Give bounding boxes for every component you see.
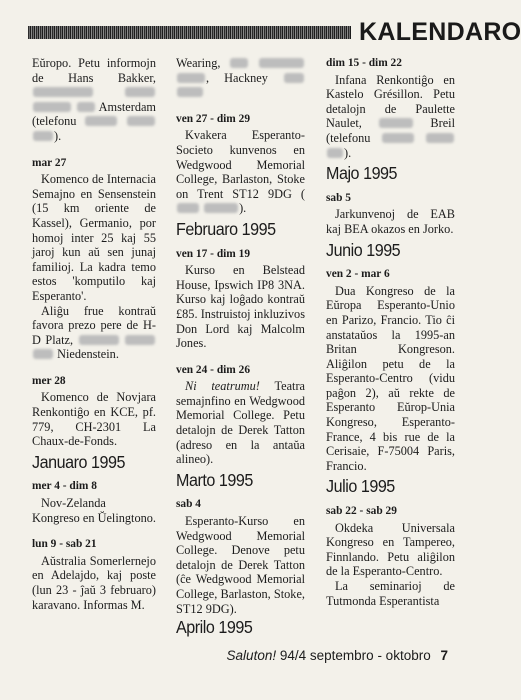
event-date: ven 24 - dim 26 bbox=[176, 363, 251, 376]
paragraph: Okdeka Universala Kongreso en Tampereo, Finnlando. Petu aliĝilon de la Esperanto-Centro. bbox=[326, 520, 455, 579]
page-title: KALENDARO bbox=[359, 18, 521, 46]
issue-number: 94/4 bbox=[279, 648, 307, 663]
paragraph: Wearing, , Hackney bbox=[176, 56, 305, 100]
magazine-name: Saluton! bbox=[226, 648, 277, 663]
event-date: dim 15 - dim 22 bbox=[326, 57, 402, 69]
paragraph: Kurso en Belstead House, Ipswich IP8 3NA. Kurso kaj loĝado kontraŭ £85. Instruistoj inkluzivos Don Lord kaj Malcolm Jones. bbox=[176, 263, 305, 351]
event-date: mer 28 bbox=[32, 374, 66, 387]
paragraph: Jarkunvenoj de EAB kaj BEA okazos en Jorko. bbox=[326, 207, 455, 236]
event-date: ven 2 - mar 6 bbox=[326, 268, 390, 281]
redacted-text bbox=[33, 87, 93, 97]
month-heading: Marto 1995 bbox=[176, 469, 253, 490]
event-date: ven 27 - dim 29 bbox=[176, 112, 251, 125]
month-heading: Januaro 1995 bbox=[32, 451, 125, 472]
redacted-text bbox=[204, 203, 238, 213]
page-number: 7 bbox=[440, 648, 448, 663]
paragraph: Komenco de Internacia Semajno en Sensenstein (15 km oriente de Kassel), Germanio, por homoj inter 25 kaj 55 jaroj kun aŭ sen junaj familioj. La kadra temo estos 'komputilo kaj Esperanto'. bbox=[32, 172, 156, 303]
month-heading: Februaro 1995 bbox=[176, 218, 276, 239]
paragraph: Infana Renkontiĝo en Kastelo Grésillon. Petu detalojn de Paulette Naulet, Breil (telefonu ). bbox=[326, 72, 456, 160]
paragraph: Aliĝu frue kontraŭ favora prezo pere de H-D Platz, Niedenstein. bbox=[32, 303, 156, 362]
redacted-text bbox=[177, 203, 199, 213]
redacted-text bbox=[284, 73, 304, 83]
redacted-text bbox=[259, 58, 304, 68]
redacted-text bbox=[125, 87, 155, 97]
paragraph: Komenco de Novjara Renkontiĝo en KCE, pf. 779, CH-2301 La Chaux-de-Fonds. bbox=[32, 390, 156, 449]
event-date: sab 5 bbox=[326, 191, 352, 204]
redacted-text bbox=[79, 335, 119, 345]
month-heading: Julio 1995 bbox=[326, 476, 395, 497]
event-date: lun 9 - sab 21 bbox=[32, 538, 97, 551]
redacted-text bbox=[127, 116, 155, 126]
redacted-text bbox=[33, 349, 53, 359]
issue-months: septembro - oktobro bbox=[309, 648, 431, 663]
redacted-text bbox=[77, 102, 95, 112]
paragraph: Ni teatrumu! Teatra semajnfino en Wedgwood Memorial College. Petu detalojn de Derek Tatton (adreso en la antaŭa alineo). bbox=[176, 379, 305, 467]
paragraph: La seminarioj de Tutmonda Esperantista bbox=[326, 579, 455, 608]
month-heading: Aprilo 1995 bbox=[176, 617, 253, 638]
paragraph: Kvakera Esperanto-Societo kunvenos en Wedgwood Memorial College, Barlaston, Stoke on Trent ST12 9DG ( ). bbox=[176, 128, 305, 216]
redacted-text bbox=[382, 133, 414, 143]
redacted-text bbox=[125, 335, 155, 345]
event-date: sab 4 bbox=[176, 498, 202, 511]
page-footer bbox=[0, 648, 482, 663]
redacted-text bbox=[230, 58, 248, 68]
event-date: ven 17 - dim 19 bbox=[176, 247, 251, 260]
redacted-text bbox=[379, 118, 413, 128]
month-heading: Junio 1995 bbox=[326, 239, 401, 260]
redacted-text bbox=[177, 87, 203, 97]
column-1 bbox=[32, 56, 156, 612]
redacted-text bbox=[426, 133, 454, 143]
paragraph: Eŭropo. Petu informojn de Hans Bakker, Amsterdam (telefonu ). bbox=[32, 56, 156, 143]
paragraph: Esperanto-Kurso en Wedgwood Memorial College. Denove petu detalojn de Derek Tatton (ĉe Wedgwood Memorial College, Barlaston, Stoke, ST12 9DG). bbox=[176, 514, 305, 616]
redacted-text bbox=[177, 73, 205, 83]
header-rule bbox=[28, 26, 351, 39]
column-3 bbox=[326, 56, 455, 608]
redacted-text bbox=[33, 131, 53, 141]
redacted-text bbox=[33, 102, 71, 112]
paragraph: Dua Kongreso de la Eŭropa Esperanto-Unio en Parizo, Francio. Tio ĉi anstataŭos la 1995-an Britan Kongreson. Aliĝilon petu de la Esperanto-Centro (vidu paĝon 2), aŭ rekte de Esperanto Eŭrop-Unia Kongreso, Esperanto-France, 4 bis rue de la Cerisaie, F-75004 Paris, Francio. bbox=[326, 283, 455, 473]
paragraph: Nov-Zelanda Kongreso en Ŭelingtono. bbox=[32, 496, 156, 525]
event-date: sab 22 - sab 29 bbox=[326, 505, 397, 518]
redacted-text bbox=[85, 116, 117, 126]
event-date: mar 27 bbox=[32, 156, 67, 169]
paragraph: Aŭstralia Somerlernejo en Adelajdo, kaj poste (lun 23 - ĵaŭ 3 februaro) karavano. Informas M. bbox=[32, 553, 156, 612]
month-heading: Majo 1995 bbox=[326, 163, 398, 184]
event-date: mer 4 - dim 8 bbox=[32, 480, 97, 493]
column-2 bbox=[176, 56, 305, 645]
redacted-text bbox=[327, 148, 343, 158]
